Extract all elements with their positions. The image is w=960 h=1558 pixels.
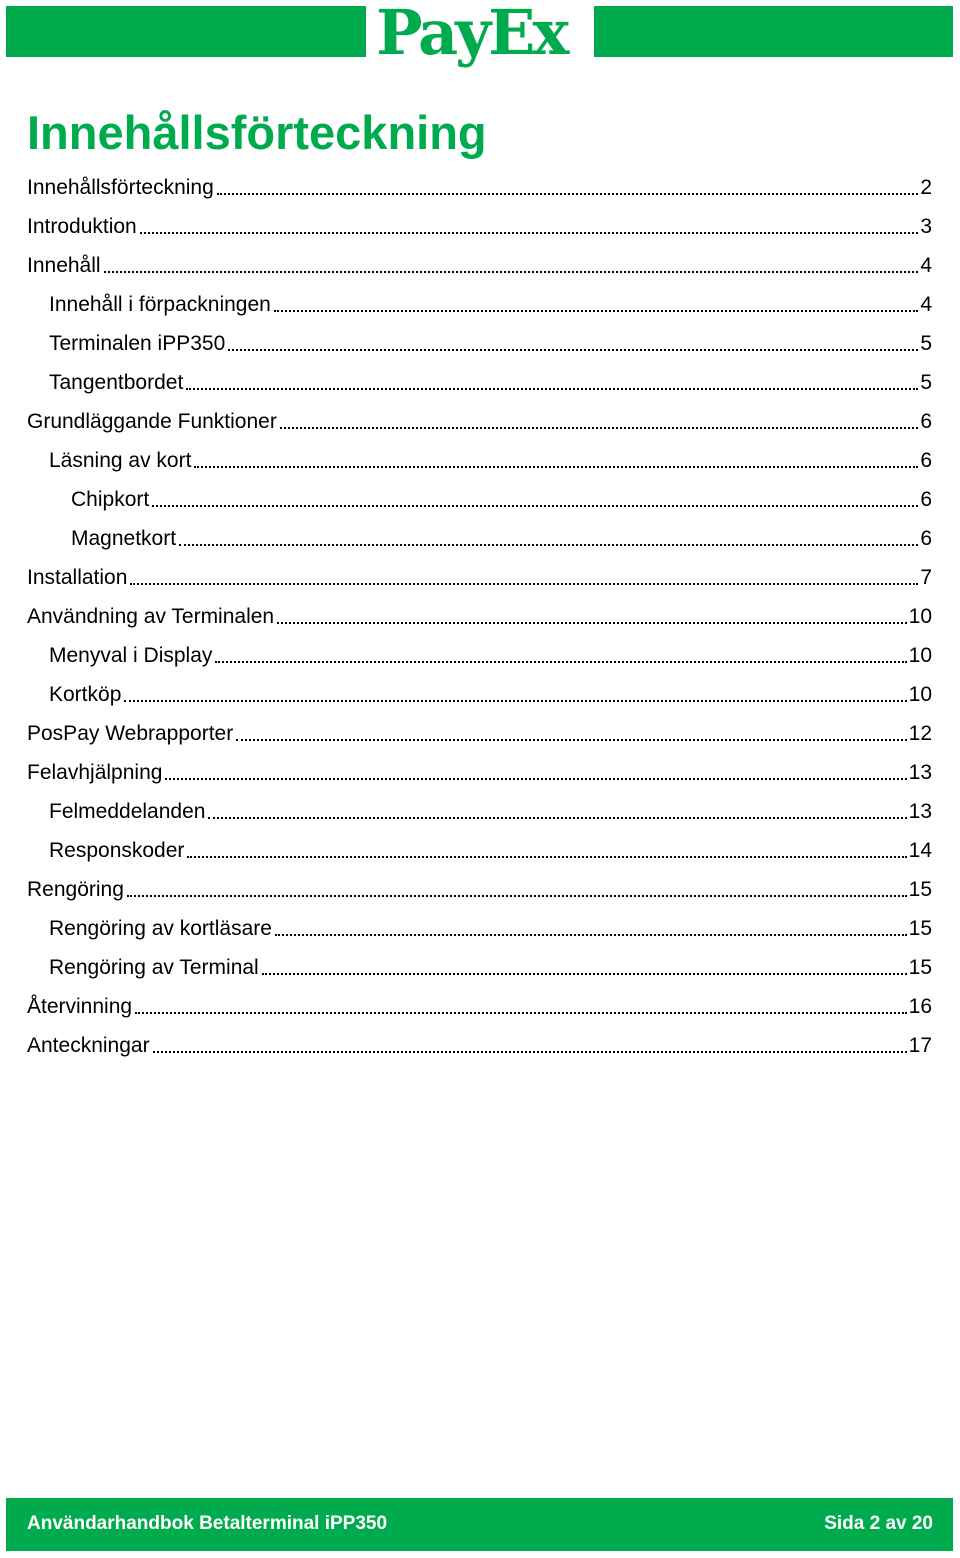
toc-entry-label: Innehåll i förpackningen	[49, 293, 271, 316]
toc-entry-label: Tangentbordet	[49, 371, 184, 394]
toc-entry-label: Felavhjälpning	[27, 761, 163, 784]
toc-entry[interactable]	[27, 864, 932, 903]
toc-entry-page-number: 15	[908, 917, 932, 940]
toc-entry[interactable]	[27, 240, 932, 279]
dot-leader	[277, 622, 907, 624]
toc-entry-label: Kortköp	[49, 683, 122, 706]
toc-entry-page-number: 16	[908, 995, 932, 1018]
toc-entry-label: Felmeddelanden	[49, 800, 206, 823]
toc-entry-page-number: 17	[908, 1034, 932, 1057]
toc-entry[interactable]	[71, 513, 932, 552]
dot-leader	[179, 544, 918, 546]
dot-leader	[124, 700, 906, 702]
toc-entry-label: Återvinning	[27, 995, 133, 1018]
toc-entry[interactable]	[49, 435, 932, 474]
toc-entry-page-number: 4	[920, 254, 932, 277]
toc-entry-page-number: 7	[920, 566, 932, 589]
dot-leader	[194, 466, 918, 468]
toc-entry-label: Terminalen iPP350	[49, 332, 226, 355]
dot-leader	[236, 739, 906, 741]
dot-leader	[217, 193, 919, 195]
toc-entry[interactable]	[27, 1020, 932, 1059]
dot-leader	[152, 505, 918, 507]
toc-entry-page-number: 15	[908, 878, 932, 901]
toc-entry-page-number: 10	[908, 644, 932, 667]
toc-entry-page-number: 14	[908, 839, 932, 862]
dot-leader	[280, 427, 918, 429]
footer	[6, 1498, 953, 1551]
dot-leader	[228, 349, 918, 351]
footer-page-info: Sida 2 av 20	[824, 1513, 933, 1534]
header-bar-right	[594, 6, 953, 57]
toc-entry-label: Anteckningar	[27, 1034, 150, 1057]
toc-entry-page-number: 6	[920, 527, 932, 550]
toc-entry-page-number: 15	[908, 956, 932, 979]
toc-entry[interactable]	[49, 942, 932, 981]
dot-leader	[140, 232, 919, 234]
footer-document-title: Användarhandbok Betalterminal iPP350	[27, 1513, 388, 1534]
dot-leader	[274, 310, 918, 312]
dot-leader	[187, 856, 906, 858]
dot-leader	[153, 1051, 907, 1053]
toc-entry-page-number: 10	[908, 605, 932, 628]
dot-leader	[215, 661, 906, 663]
toc-entry-label: Rengöring	[27, 878, 124, 901]
toc-entry[interactable]	[49, 630, 932, 669]
dot-leader	[165, 778, 906, 780]
toc-entry-page-number: 10	[908, 683, 932, 706]
toc-entry-page-number: 5	[920, 371, 932, 394]
dot-leader	[275, 934, 907, 936]
toc-entry-page-number: 12	[908, 722, 932, 745]
toc-entry-label: Chipkort	[71, 488, 150, 511]
toc-entry-page-number: 6	[920, 449, 932, 472]
toc-entry-label: Användning av Terminalen	[27, 605, 275, 628]
toc-entry[interactable]	[49, 825, 932, 864]
toc-entry-label: PosPay Webrapporter	[27, 722, 234, 745]
toc-entry-label: Menyval i Display	[49, 644, 213, 667]
toc-entry[interactable]	[27, 981, 932, 1020]
page-title: Innehållsförteckning	[27, 106, 487, 159]
toc-entry[interactable]	[71, 474, 932, 513]
toc-entry-page-number: 2	[920, 176, 932, 199]
toc-entry-page-number: 13	[908, 800, 932, 823]
toc-entry-label: Innehåll	[27, 254, 101, 277]
toc-entry[interactable]	[27, 747, 932, 786]
dot-leader	[127, 895, 907, 897]
toc-entry[interactable]	[49, 357, 932, 396]
payex-logo	[372, 0, 590, 74]
toc-entry-page-number: 6	[920, 410, 932, 433]
toc-entry[interactable]	[49, 786, 932, 825]
toc-entry-page-number: 3	[920, 215, 932, 238]
dot-leader	[186, 388, 918, 390]
toc-entry-page-number: 5	[920, 332, 932, 355]
toc-entry[interactable]	[27, 552, 932, 591]
toc-entry-label: Innehållsförteckning	[27, 176, 214, 199]
logo-text: PayEx	[376, 0, 567, 69]
toc-entry[interactable]	[49, 669, 932, 708]
toc-entry[interactable]	[49, 318, 932, 357]
toc-entry-label: Grundläggande Funktioner	[27, 410, 277, 433]
dot-leader	[135, 1012, 907, 1014]
header-bar-left	[6, 6, 366, 57]
toc-entry[interactable]	[49, 903, 932, 942]
toc-entry[interactable]	[27, 396, 932, 435]
toc-entry[interactable]	[27, 708, 932, 747]
toc-entry-label: Installation	[27, 566, 128, 589]
toc-entry[interactable]	[49, 279, 932, 318]
dot-leader	[130, 583, 918, 585]
toc-entry-page-number: 6	[920, 488, 932, 511]
toc-entry[interactable]	[27, 162, 932, 201]
toc-entry-page-number: 4	[920, 293, 932, 316]
dot-leader	[208, 817, 906, 819]
toc-entry[interactable]	[27, 591, 932, 630]
toc-entry-label: Läsning av kort	[49, 449, 192, 472]
toc-entry-label: Introduktion	[27, 215, 137, 238]
toc-entry-label: Rengöring av kortläsare	[49, 917, 272, 940]
toc-entry-label: Responskoder	[49, 839, 185, 862]
dot-leader	[262, 973, 907, 975]
toc-entry-label: Magnetkort	[71, 527, 177, 550]
toc-entry-page-number: 13	[908, 761, 932, 784]
dot-leader	[104, 271, 919, 273]
toc-entry-label: Rengöring av Terminal	[49, 956, 259, 979]
toc-entry[interactable]	[27, 201, 932, 240]
